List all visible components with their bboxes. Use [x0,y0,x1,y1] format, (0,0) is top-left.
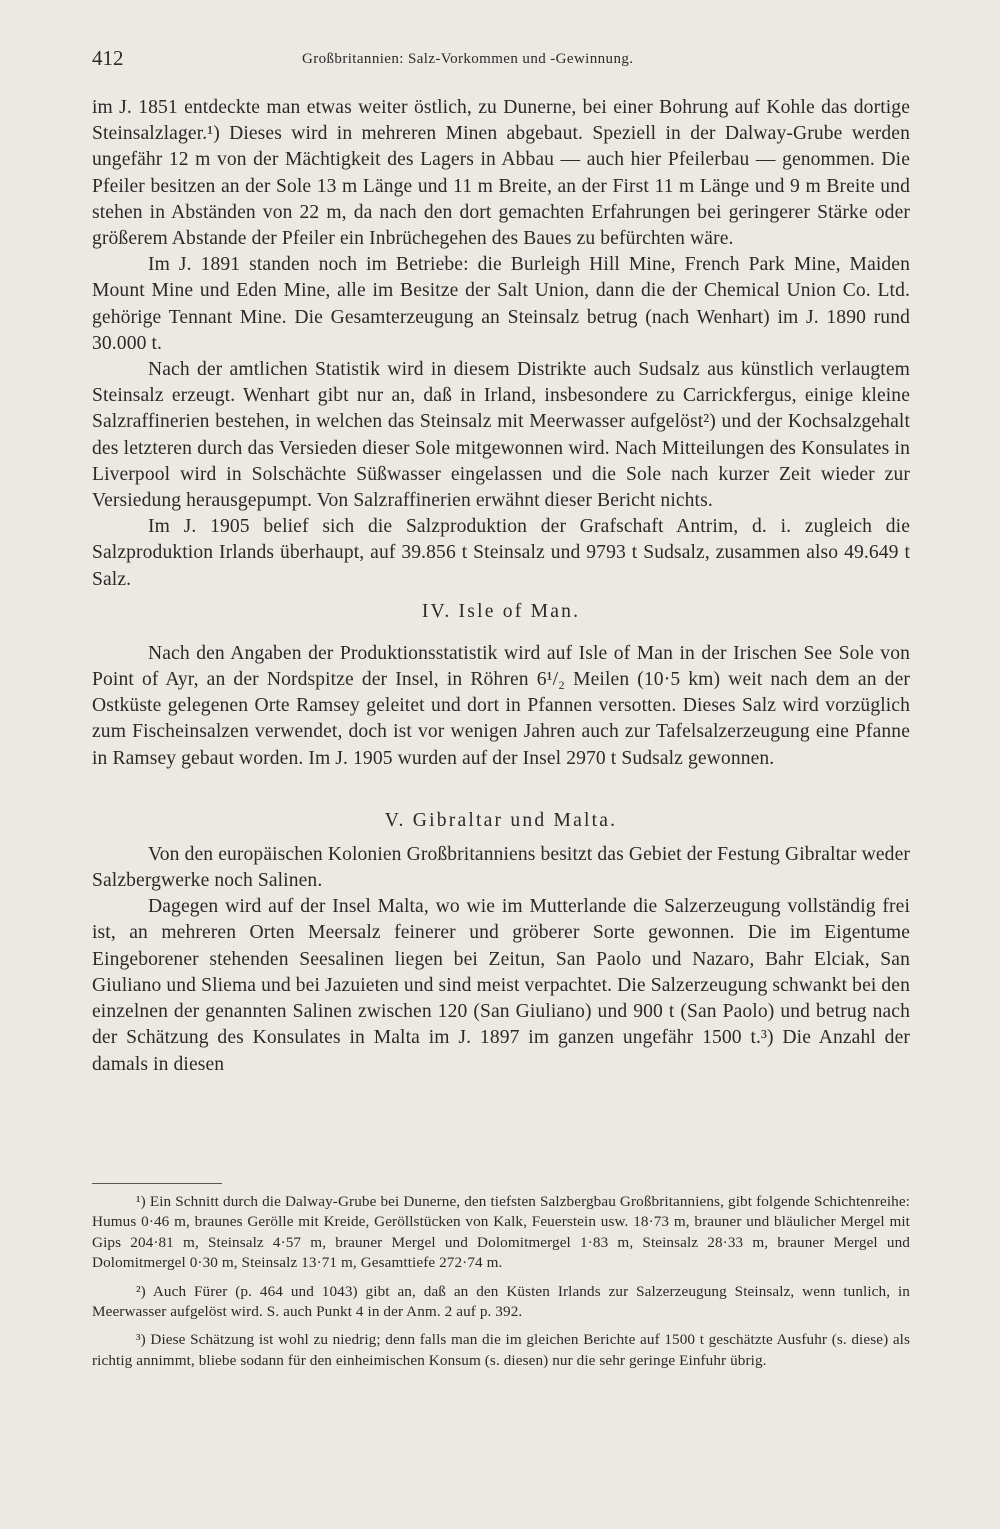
running-head: Großbritannien: Salz-Vorkommen und -Gewinnung. [302,51,634,67]
paragraph-malta: Dagegen wird auf der Insel Malta, wo wie im Mutterlande die Salzerzeugung vollständig frei ist, an mehreren Orten Meersalz feinerer und gröberer Sorte gewonnen. Die im Eigentume Eingeborener stehenden Seesalinen liegen bei Zeitun, San Paolo und Nazaro, Bahr Elciak, San Giuliano und Sliema und bei Jazuieten und sind meist verpachtet. Die Salzerzeugung schwankt bei den einzelnen der genannten Salinen zwischen 120 (San Giuliano) und 900 t (San Paolo) und betrug nach der Schätzung des Konsulates in Malta im J. 1897 im ganzen ungefähr 1500 t.³) Die Anzahl der damals in diesen [92,896,910,1075]
paragraph-gibraltar: Von den europäischen Kolonien Großbritanniens besitzt das Gebiet der Festung Gibraltar weder Salzbergwerke noch Salinen. [92,843,910,892]
page-header [92,46,910,76]
footnote-divider [92,1183,222,1184]
section-heading-isle-of-man: IV. Isle of Man. [421,600,581,622]
main-text [92,95,910,1078]
paragraph-statistik: Nach der amtlichen Statistik wird in diesem Distrikte auch Sudsalz aus künstlich verlaugtem Steinsalz erzeugt. Wenhart gibt nur an, daß in Irland, insbesondere zu Carrickfergus, einige kleine Salzraffinerien bestehen, in welchen das Steinsalz mit Meerwasser aufgelöst²) und der Kochsalzgehalt des letzteren durch das Versieden dieser Sole mitgewonnen wird. Nach Mitteilungen des Konsulates in Liverpool wird in Solschächte Süßwasser eingelassen und die Sole nach kurzer Zeit wieder zur Versiedung herausgepumpt. Von Salzraffinerien erwähnt dieser Bericht nichts. [92,359,910,512]
paragraph-mines-1891: Im J. 1891 standen noch im Betriebe: die Burleigh Hill Mine, French Park Mine, Maiden Mount Mine und Eden Mine, alle im Besitze der Salt Union, dann die der Chemical Union Co. Ltd. gehörige Tennant Mine. Die Gesamterzeugung an Steinsalz betrug (nach Wenhart) im J. 1890 rund 30.000 t. [92,254,910,354]
section-heading-gibraltar-malta: V. Gibraltar und Malta. [384,809,618,831]
page-number: 412 [92,46,124,70]
footnotes [92,1192,910,1379]
paragraph-dunerne: im J. 1851 entdeckte man etwas weiter östlich, zu Dunerne, bei einer Bohrung auf Kohle das dortige Steinsalzlager.¹) Dieses wird in mehreren Minen abgebaut. Speziell in der Dalway-Grube werden ungefähr 12 m von der Mächtigkeit des Lagers in Abbau — auch hier Pfeilerbau — genommen. Die Pfeiler besitzen an der Sole 13 m Länge und 11 m Breite, an der First 11 m Länge und 9 m Breite und stehen in Abständen von 22 m, da nach den dort gemachten Erfahrungen bei geringerer Stärke oder größerem Abstande der Pfeiler ein Inbrüchegehen des Baues zu befürchten wäre. [92,97,910,250]
paragraph-antrim-1905: Im J. 1905 belief sich die Salzproduktion der Grafschaft Antrim, d. i. zugleich die Salzproduktion Irlands überhaupt, auf 39.856 t Steinsalz und 9793 t Sudsalz, zusammen also 49.649 t Salz. [92,516,910,590]
footnote-1: ¹) Ein Schnitt durch die Dalway-Grube bei Dunerne, den tiefsten Salzbergbau Großbritanniens, gibt folgende Schichtenreihe: Humus 0·46 m, braunes Gerölle mit Kreide, Geröllstücken von Kalk, Feuerstein usw. 18·73 m, brauner und bläulicher Mergel mit Gips 204·81 m, Steinsalz 4·57 m, brauner Mergel und Dolomitmergel 1·83 m, Steinsalz 28·33 m, brauner Mergel und Dolomitmergel 0·30 m, Steinsalz 13·71 m, Gesamttiefe 272·74 m. [92,1193,910,1272]
footnote-3: ³) Diese Schätzung ist wohl zu niedrig; denn falls man die im gleichen Berichte auf 1500 t geschätzte Ausfuhr (s. diese) als richtig annimmt, bliebe sodann für den einheimischen Konsum (s. diesen) nur die sehr geringe Einfuhr übrig. [92,1331,910,1369]
paragraph-isle-of-man: Nach den Angaben der Produktionsstatistik wird auf Isle of Man in der Irischen See Sole von Point of Ayr, an der Nordspitze der Insel, in Röhren 6¹/₂ Meilen (10·5 km) weit nach dem an der Ostküste gelegenen Orte Ramsey geleitet und dort in Pfannen versotten. Dieses Salz wird vorzüglich zum Fischeinsalzen verwendet, doch ist vor wenigen Jahren auch zur Tafelsalzerzeugung eine Pfanne in Ramsey gebaut worden. Im J. 1905 wurden auf der Insel 2970 t Sudsalz gewonnen. [92,642,910,769]
footnote-2: ²) Auch Fürer (p. 464 und 1043) gibt an, daß an den Küsten Irlands zur Salzerzeugung Steinsalz, wenn tunlich, in Meerwasser aufgelöst wird. S. auch Punkt 4 in der Anm. 2 auf p. 392. [92,1282,910,1321]
